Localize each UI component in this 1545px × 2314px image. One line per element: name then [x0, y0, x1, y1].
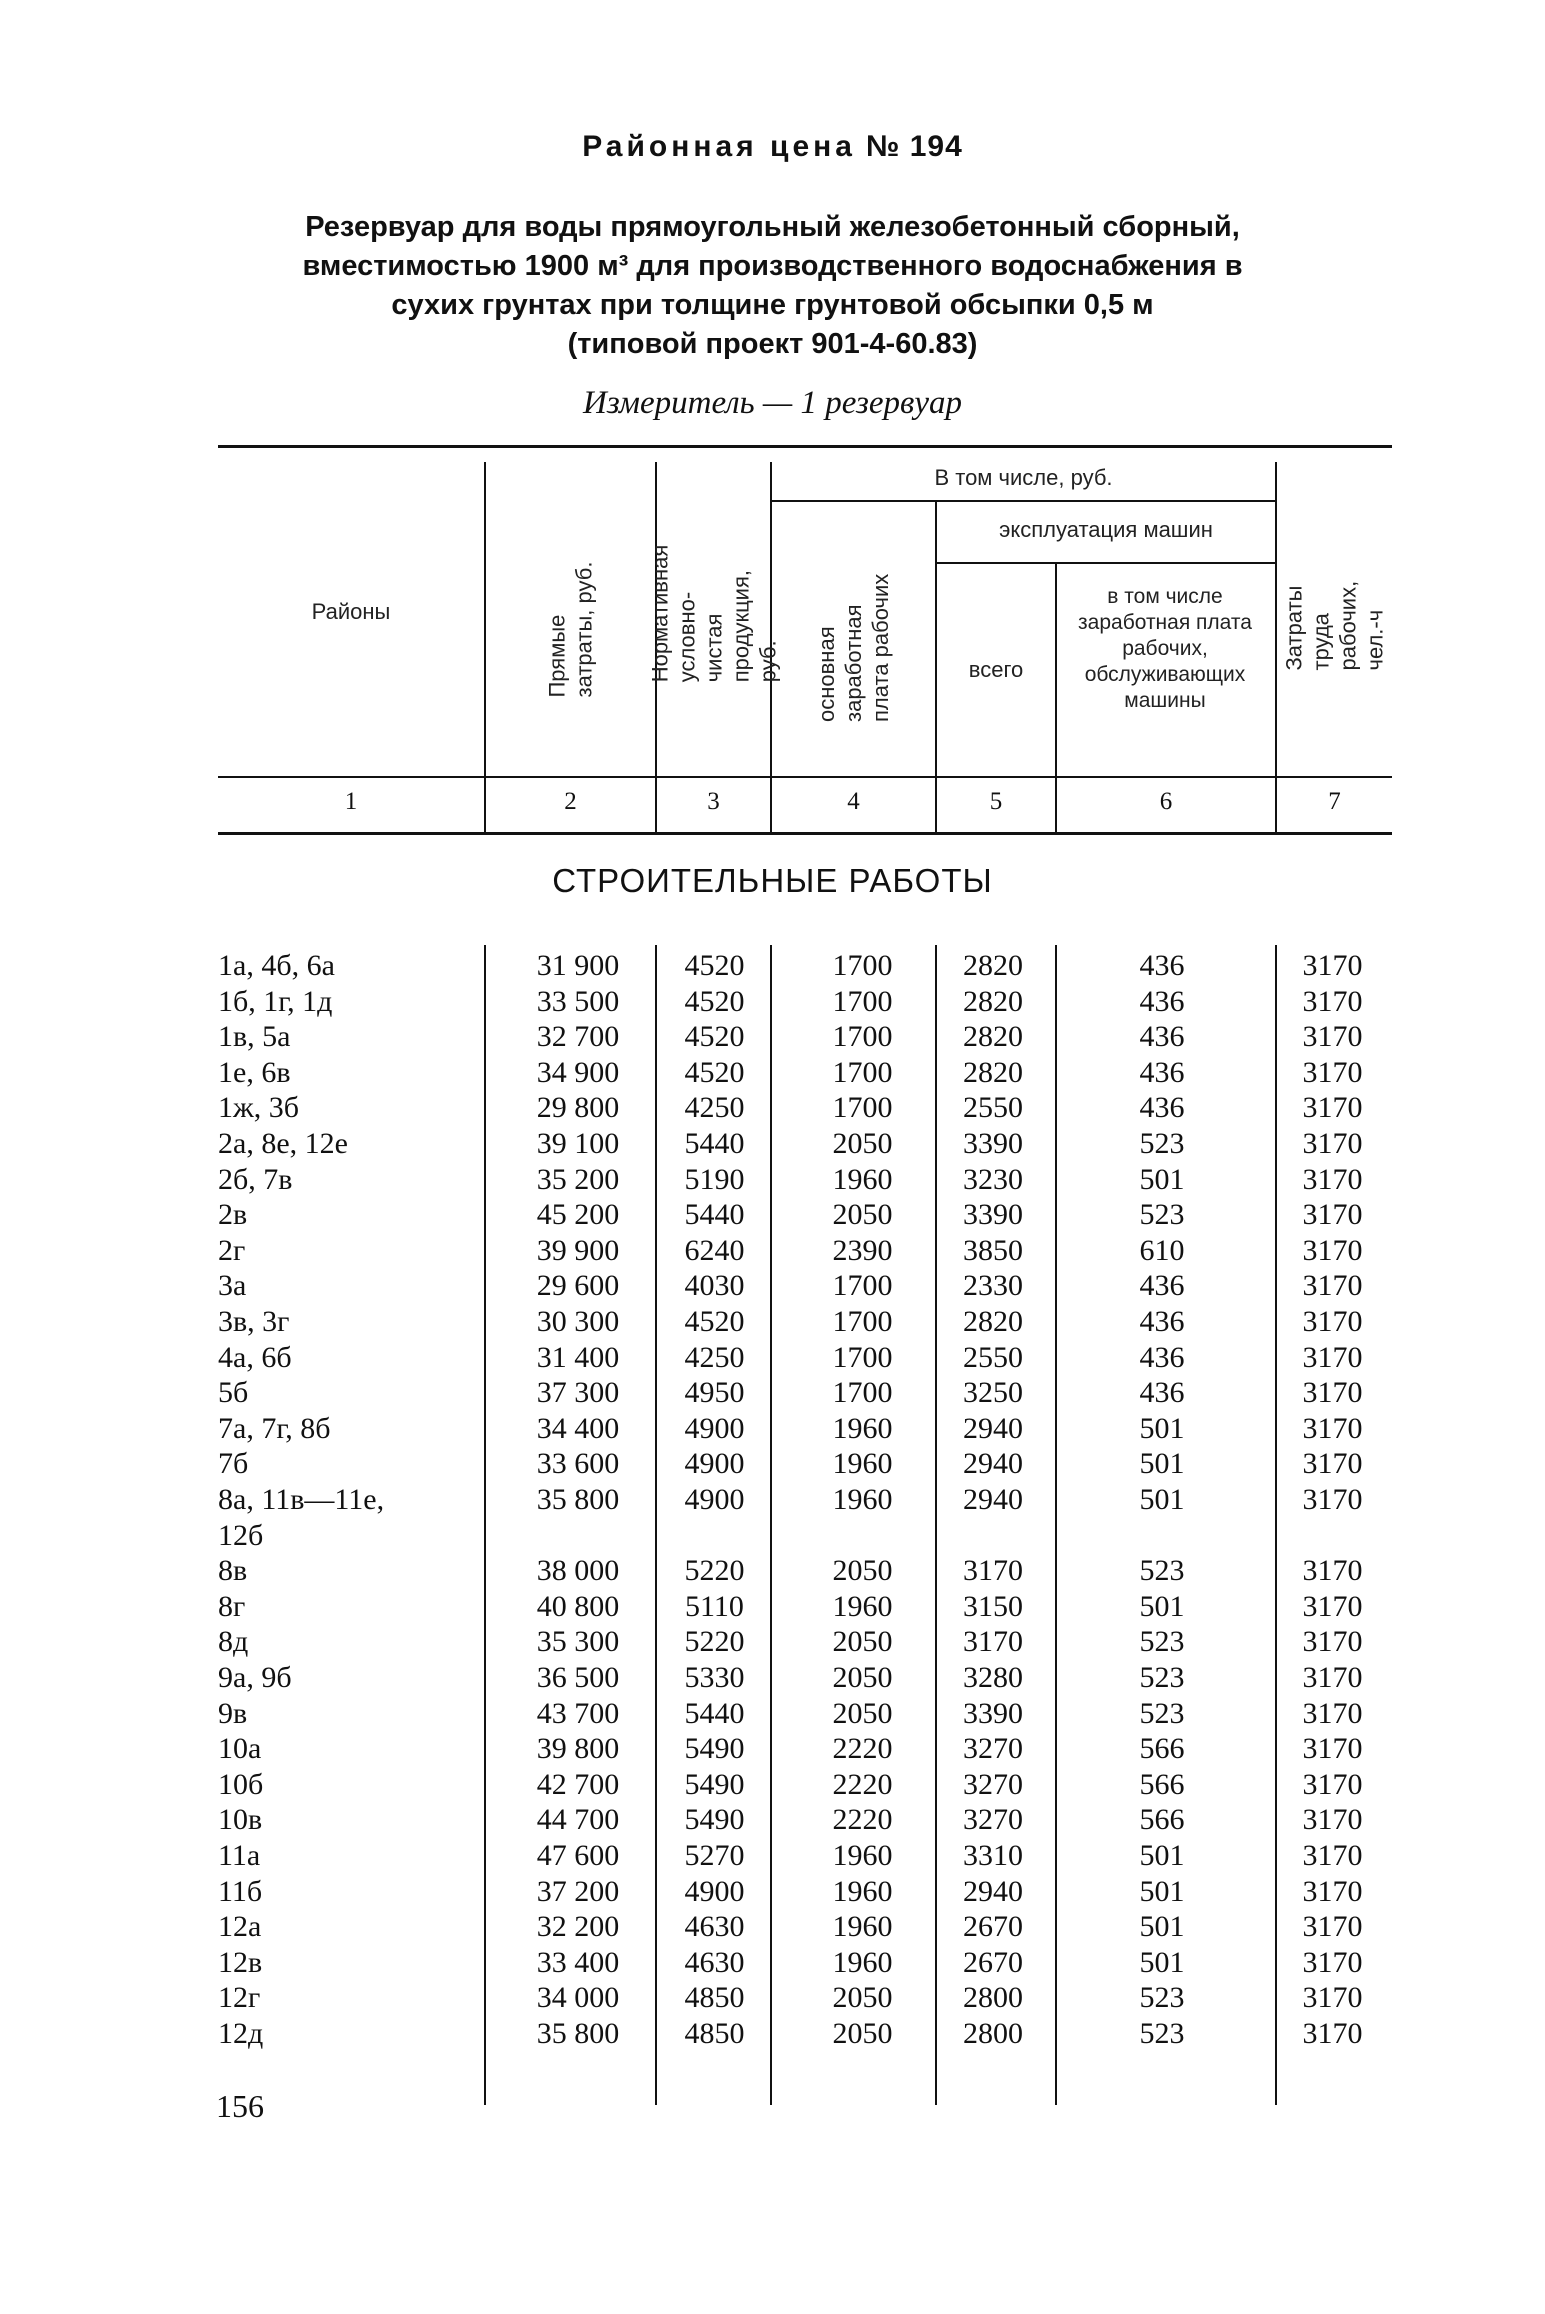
- table-row: [0, 1731, 1545, 1767]
- net-product-cell: 4520: [684, 1020, 745, 1053]
- table-row: [0, 1090, 1545, 1126]
- basic-wages-cell: 2390: [832, 1234, 893, 1267]
- machine-wages-cell: 523: [1139, 1661, 1185, 1694]
- heading-number: № 194: [865, 130, 963, 163]
- direct-costs-cell: 34 400: [536, 1412, 620, 1445]
- direct-costs-cell: 33 400: [536, 1946, 620, 1979]
- direct-costs-cell: 29 800: [536, 1091, 620, 1124]
- machine-wages-cell: 501: [1139, 1447, 1185, 1480]
- region-cell: 8д: [218, 1625, 249, 1658]
- region-cell: 12в: [218, 1946, 263, 1979]
- labor-costs-cell: 3170: [1302, 1803, 1363, 1836]
- header-net-product: [647, 450, 780, 776]
- region-cell: 3а: [218, 1269, 247, 1302]
- table-row: [0, 1268, 1545, 1304]
- table-row: [0, 1340, 1545, 1376]
- machine-wages-cell: 436: [1139, 1376, 1185, 1409]
- net-product-cell: 5490: [684, 1768, 745, 1801]
- basic-wages-cell: 2220: [832, 1732, 893, 1765]
- machine-wages-cell: 566: [1139, 1803, 1185, 1836]
- table-row: [0, 1909, 1545, 1945]
- net-product-cell: 5440: [684, 1127, 745, 1160]
- direct-costs-cell: 35 800: [536, 2017, 620, 2050]
- direct-costs-cell: 45 200: [536, 1198, 620, 1231]
- page-heading: [0, 130, 1545, 164]
- net-product-cell: 5490: [684, 1732, 745, 1765]
- page-number: 156: [216, 2088, 264, 2124]
- table-row: [0, 1411, 1545, 1447]
- net-product-cell: 6240: [684, 1234, 745, 1267]
- direct-costs-cell: 36 500: [536, 1661, 620, 1694]
- basic-wages-cell: 1960: [832, 1839, 893, 1872]
- labor-costs-cell: 3170: [1302, 1198, 1363, 1231]
- basic-wages-cell: 1700: [832, 1091, 893, 1124]
- direct-costs-cell: 35 200: [536, 1163, 620, 1196]
- labor-costs-cell: 3170: [1302, 1483, 1363, 1516]
- net-product-cell: 4900: [684, 1412, 745, 1445]
- net-product-cell: 4900: [684, 1875, 745, 1908]
- table-row: [0, 1838, 1545, 1874]
- machines-total-cell: 3270: [963, 1768, 1023, 1801]
- direct-costs-cell: 31 900: [536, 949, 620, 982]
- region-cell: 2а, 8е, 12е: [218, 1127, 348, 1160]
- machines-total-cell: 3270: [963, 1803, 1023, 1836]
- subtitle-line: сухих грунтах при толщине грунтовой обсыпки 0,5 м: [391, 289, 1154, 321]
- table-row: [0, 1553, 1545, 1589]
- basic-wages-cell: 2050: [832, 1127, 893, 1160]
- net-product-cell: 4900: [684, 1447, 745, 1480]
- direct-costs-cell: 44 700: [536, 1803, 620, 1836]
- header-labor-costs-text: Затраты труда рабочих, чел.-ч: [1281, 580, 1388, 671]
- labor-costs-cell: 3170: [1302, 1946, 1363, 1979]
- region-cell: 1а, 4б, 6а: [218, 949, 335, 982]
- machine-wages-cell: 501: [1139, 1910, 1185, 1943]
- machine-wages-cell: 436: [1139, 949, 1185, 982]
- net-product-cell: 5330: [684, 1661, 745, 1694]
- section-title: СТРОИТЕЛЬНЫЕ РАБОТЫ: [552, 862, 993, 899]
- basic-wages-cell: 1960: [832, 1910, 893, 1943]
- machines-total-cell: 2670: [963, 1946, 1023, 1979]
- basic-wages-cell: 1700: [832, 949, 893, 982]
- basic-wages-cell: 2050: [832, 1554, 893, 1587]
- region-cell: 8а, 11в—11е,: [218, 1483, 385, 1516]
- direct-costs-cell: 42 700: [536, 1768, 620, 1801]
- labor-costs-cell: 3170: [1302, 1305, 1363, 1338]
- machine-wages-cell: 523: [1139, 1127, 1185, 1160]
- header-bottom-rule: [218, 776, 1392, 778]
- machines-total-cell: 3150: [963, 1590, 1023, 1623]
- net-product-cell: 4630: [684, 1910, 745, 1943]
- region-cell: 4а, 6б: [218, 1341, 292, 1374]
- machines-total-cell: 2940: [963, 1483, 1023, 1516]
- machines-total-cell: 2820: [963, 1056, 1023, 1089]
- basic-wages-cell: 1700: [832, 1341, 893, 1374]
- machines-total-cell: 2800: [963, 1981, 1023, 2014]
- table-row: [0, 1624, 1545, 1660]
- region-cell: 10б: [218, 1768, 264, 1801]
- machine-wages-cell: 566: [1139, 1768, 1185, 1801]
- machines-total-cell: 2940: [963, 1875, 1023, 1908]
- header-basic-wages: [772, 504, 935, 776]
- machine-wages-cell: 523: [1139, 1625, 1185, 1658]
- machines-total-cell: 3390: [963, 1127, 1023, 1160]
- direct-costs-cell: 29 600: [536, 1269, 620, 1302]
- machines-total-cell: 2820: [963, 1020, 1023, 1053]
- table-row: [0, 2016, 1545, 2052]
- machine-wages-cell: 523: [1139, 1198, 1185, 1231]
- measure-unit: Измеритель — 1 резервуар: [583, 385, 962, 421]
- machine-wages-cell: 523: [1139, 1554, 1185, 1587]
- region-cell: 2в: [218, 1198, 248, 1231]
- labor-costs-cell: 3170: [1302, 1554, 1363, 1587]
- net-product-cell: 4950: [684, 1376, 745, 1409]
- machines-total-cell: 3390: [963, 1697, 1023, 1730]
- net-product-cell: 4520: [684, 985, 745, 1018]
- machine-wages-cell: 436: [1139, 1269, 1185, 1302]
- net-product-cell: 4900: [684, 1483, 745, 1516]
- machines-total-cell: 3310: [963, 1839, 1023, 1872]
- basic-wages-cell: 2220: [832, 1768, 893, 1801]
- machine-wages-cell: 436: [1139, 985, 1185, 1018]
- region-cell: 10а: [218, 1732, 262, 1765]
- machine-wages-cell: 501: [1139, 1839, 1185, 1872]
- machine-wages-cell: 436: [1139, 1020, 1185, 1053]
- machine-wages-cell: 501: [1139, 1590, 1185, 1623]
- basic-wages-cell: 1960: [832, 1946, 893, 1979]
- table-row: [0, 1304, 1545, 1340]
- net-product-cell: 5440: [684, 1198, 745, 1231]
- machines-total-cell: 2820: [963, 1305, 1023, 1338]
- machines-total-cell: 2820: [963, 949, 1023, 982]
- basic-wages-cell: 1700: [832, 1020, 893, 1053]
- labor-costs-cell: 3170: [1302, 1625, 1363, 1658]
- basic-wages-cell: 1700: [832, 1376, 893, 1409]
- basic-wages-cell: 2220: [832, 1803, 893, 1836]
- net-product-cell: 4250: [684, 1341, 745, 1374]
- header-machines-total: всего: [968, 657, 1024, 682]
- table-row: [0, 1482, 1545, 1518]
- table-row: [0, 1055, 1545, 1091]
- table-row: [0, 948, 1545, 984]
- header-basic-wages-text: основная заработная плата рабочих: [814, 573, 893, 722]
- net-product-cell: 4520: [684, 1056, 745, 1089]
- region-cell: 12а: [218, 1910, 262, 1943]
- labor-costs-cell: 3170: [1302, 1732, 1363, 1765]
- region-cell: 1в, 5а: [218, 1020, 291, 1053]
- region-cell: 8в: [218, 1554, 248, 1587]
- direct-costs-cell: 34 000: [536, 1981, 620, 2014]
- machines-total-cell: 2550: [963, 1091, 1023, 1124]
- region-cell: 3в, 3г: [218, 1305, 290, 1338]
- table-row: [0, 1980, 1545, 2016]
- region-cell: 7а, 7г, 8б: [218, 1412, 331, 1445]
- header-machine-operation: эксплуатация машин: [999, 517, 1213, 542]
- labor-costs-cell: 3170: [1302, 1590, 1363, 1623]
- machines-total-cell: 3850: [963, 1234, 1023, 1267]
- labor-costs-cell: 3170: [1302, 1091, 1363, 1124]
- machine-wages-cell: 436: [1139, 1056, 1185, 1089]
- region-cell: 7б: [218, 1447, 249, 1480]
- machine-wages-cell: 436: [1139, 1305, 1185, 1338]
- direct-costs-cell: 30 300: [536, 1305, 620, 1338]
- basic-wages-cell: 1960: [832, 1875, 893, 1908]
- table-row: [0, 984, 1545, 1020]
- labor-costs-cell: 3170: [1302, 1163, 1363, 1196]
- subtitle-line: Резервуар для воды прямоугольный железобетонный сборный,: [305, 211, 1240, 243]
- direct-costs-cell: 31 400: [536, 1341, 620, 1374]
- direct-costs-cell: 37 200: [536, 1875, 620, 1908]
- machine-wages-cell: 436: [1139, 1341, 1185, 1374]
- machines-total-cell: 3390: [963, 1198, 1023, 1231]
- header-including-group: В том числе, руб.: [934, 465, 1113, 490]
- net-product-cell: 4030: [684, 1269, 745, 1302]
- region-cell: 2б, 7в: [218, 1163, 293, 1196]
- region-cell: 12г: [218, 1981, 261, 2014]
- machines-total-cell: 2800: [963, 2017, 1023, 2050]
- region-cell: 11а: [218, 1839, 261, 1872]
- region-cell: 1е, 6в: [218, 1056, 291, 1089]
- column-number: 4: [847, 788, 860, 815]
- labor-costs-cell: 3170: [1302, 1447, 1363, 1480]
- header-net-product-text: Нормативная условно-чистая продукция, руб.: [647, 544, 780, 682]
- labor-costs-cell: 3170: [1302, 1661, 1363, 1694]
- document-subtitle: [200, 208, 1345, 364]
- table-row: [0, 1233, 1545, 1269]
- region-cell: 8г: [218, 1590, 246, 1623]
- labor-costs-cell: 3170: [1302, 1056, 1363, 1089]
- basic-wages-cell: 1700: [832, 985, 893, 1018]
- labor-costs-cell: 3170: [1302, 1269, 1363, 1302]
- region-cell: 10в: [218, 1803, 263, 1836]
- basic-wages-cell: 2050: [832, 1661, 893, 1694]
- table-row: [0, 1660, 1545, 1696]
- labor-costs-cell: 3170: [1302, 1020, 1363, 1053]
- subtitle-line: (типовой проект 901-4-60.83): [567, 328, 978, 360]
- machines-total-cell: 2670: [963, 1910, 1023, 1943]
- net-product-cell: 4850: [684, 2017, 745, 2050]
- basic-wages-cell: 1700: [832, 1305, 893, 1338]
- table-row: [0, 1874, 1545, 1910]
- machine-wages-cell: 610: [1139, 1234, 1185, 1267]
- net-product-cell: 4520: [684, 1305, 745, 1338]
- direct-costs-cell: 32 200: [536, 1910, 620, 1943]
- table-row: [0, 1197, 1545, 1233]
- machine-wages-cell: 566: [1139, 1732, 1185, 1765]
- header-labor-costs: [1277, 450, 1392, 776]
- labor-costs-cell: 3170: [1302, 1875, 1363, 1908]
- table-row: [0, 1019, 1545, 1055]
- direct-costs-cell: 33 600: [536, 1447, 620, 1480]
- labor-costs-cell: 3170: [1302, 1341, 1363, 1374]
- machine-wages-cell: 501: [1139, 1875, 1185, 1908]
- net-product-cell: 4850: [684, 1981, 745, 2014]
- net-product-cell: 5490: [684, 1803, 745, 1836]
- region-cell: 1б, 1г, 1д: [218, 985, 333, 1018]
- column-numbers-rule: [218, 832, 1392, 835]
- net-product-cell: 4630: [684, 1946, 745, 1979]
- machines-total-cell: 2330: [963, 1269, 1023, 1302]
- table-row: [0, 1802, 1545, 1838]
- machine-wages-cell: 501: [1139, 1483, 1185, 1516]
- region-cell: 1ж, 3б: [218, 1091, 299, 1124]
- basic-wages-cell: 2050: [832, 2017, 893, 2050]
- labor-costs-cell: 3170: [1302, 1768, 1363, 1801]
- table-row: [0, 1767, 1545, 1803]
- basic-wages-cell: 1960: [832, 1590, 893, 1623]
- basic-wages-cell: 2050: [832, 1981, 893, 2014]
- labor-costs-cell: 3170: [1302, 1234, 1363, 1267]
- table-row: [0, 1696, 1545, 1732]
- column-number: 1: [344, 788, 358, 815]
- machines-total-cell: 3250: [963, 1376, 1023, 1409]
- table-row: [0, 1945, 1545, 1981]
- machine-wages-cell: 501: [1139, 1946, 1185, 1979]
- machine-wages-cell: 523: [1139, 1981, 1185, 2014]
- table-row: [0, 1375, 1545, 1411]
- machines-total-cell: 2550: [963, 1341, 1023, 1374]
- machines-total-cell: 3170: [963, 1625, 1023, 1658]
- column-number: 5: [989, 788, 1003, 815]
- basic-wages-cell: 1960: [832, 1412, 893, 1445]
- net-product-cell: 5190: [684, 1163, 745, 1196]
- table-top-rule: [218, 445, 1392, 448]
- region-cell: 12д: [218, 2017, 264, 2050]
- labor-costs-cell: 3170: [1302, 985, 1363, 1018]
- net-product-cell: 5220: [684, 1554, 745, 1587]
- column-number: 3: [707, 788, 720, 815]
- table-row: [0, 1162, 1545, 1198]
- header-direct-costs-text: Прямые затраты, руб.: [544, 561, 597, 698]
- header-direct-costs: [486, 450, 655, 776]
- machines-total-cell: 3230: [963, 1163, 1023, 1196]
- labor-costs-cell: 3170: [1302, 1127, 1363, 1160]
- machine-wages-cell: 436: [1139, 1091, 1185, 1124]
- net-product-cell: 5440: [684, 1697, 745, 1730]
- basic-wages-cell: 2050: [832, 1625, 893, 1658]
- direct-costs-cell: 37 300: [536, 1376, 620, 1409]
- heading-label: Районная цена: [582, 130, 856, 163]
- direct-costs-cell: 39 800: [536, 1732, 620, 1765]
- direct-costs-cell: 38 000: [536, 1554, 620, 1587]
- basic-wages-cell: 1960: [832, 1483, 893, 1516]
- machines-total-cell: 3270: [963, 1732, 1023, 1765]
- direct-costs-cell: 32 700: [536, 1020, 620, 1053]
- direct-costs-cell: 33 500: [536, 985, 620, 1018]
- net-product-cell: 4250: [684, 1091, 745, 1124]
- table-row: [0, 1126, 1545, 1162]
- labor-costs-cell: 3170: [1302, 1697, 1363, 1730]
- net-product-cell: 5220: [684, 1625, 745, 1658]
- basic-wages-cell: 2050: [832, 1697, 893, 1730]
- machines-total-cell: 2940: [963, 1412, 1023, 1445]
- machines-header-rule: [935, 562, 1275, 564]
- region-cell: 11б: [218, 1875, 263, 1908]
- direct-costs-cell: 40 800: [536, 1590, 620, 1623]
- labor-costs-cell: 3170: [1302, 949, 1363, 982]
- direct-costs-cell: 35 800: [536, 1483, 620, 1516]
- basic-wages-cell: 2050: [832, 1198, 893, 1231]
- subtitle-line: вместимостью 1900 м³ для производственного водоснабжения в: [302, 250, 1243, 282]
- header-machine-wages: в том числе заработная плата рабочих, обслуживающих машины: [1078, 585, 1252, 712]
- direct-costs-cell: 43 700: [536, 1697, 620, 1730]
- region-cell: 9а, 9б: [218, 1661, 292, 1694]
- machine-wages-cell: 523: [1139, 1697, 1185, 1730]
- machines-total-cell: 2940: [963, 1447, 1023, 1480]
- machines-total-cell: 3280: [963, 1661, 1023, 1694]
- labor-costs-cell: 3170: [1302, 1910, 1363, 1943]
- labor-costs-cell: 3170: [1302, 1376, 1363, 1409]
- machine-wages-cell: 501: [1139, 1163, 1185, 1196]
- table-row: [0, 1446, 1545, 1482]
- region-cell: 5б: [218, 1376, 249, 1409]
- labor-costs-cell: 3170: [1302, 1839, 1363, 1872]
- column-number: 2: [564, 788, 577, 815]
- net-product-cell: 4520: [684, 949, 745, 982]
- direct-costs-cell: 39 100: [536, 1127, 620, 1160]
- direct-costs-cell: 35 300: [536, 1625, 620, 1658]
- direct-costs-cell: 39 900: [536, 1234, 620, 1267]
- basic-wages-cell: 1960: [832, 1163, 893, 1196]
- region-cell: 12б: [218, 1519, 264, 1552]
- header-regions: Районы: [311, 599, 391, 624]
- machine-wages-cell: 501: [1139, 1412, 1185, 1445]
- table-row: [0, 1589, 1545, 1625]
- labor-costs-cell: 3170: [1302, 1981, 1363, 2014]
- machine-wages-cell: 523: [1139, 2017, 1185, 2050]
- direct-costs-cell: 47 600: [536, 1839, 620, 1872]
- region-cell: 2г: [218, 1234, 246, 1267]
- basic-wages-cell: 1700: [832, 1269, 893, 1302]
- labor-costs-cell: 3170: [1302, 1412, 1363, 1445]
- column-number: 7: [1328, 788, 1341, 815]
- net-product-cell: 5270: [684, 1839, 745, 1872]
- machines-total-cell: 2820: [963, 985, 1023, 1018]
- basic-wages-cell: 1960: [832, 1447, 893, 1480]
- region-cell: 9в: [218, 1697, 248, 1730]
- direct-costs-cell: 34 900: [536, 1056, 620, 1089]
- group-header-rule: [770, 500, 1275, 502]
- net-product-cell: 5110: [685, 1590, 744, 1623]
- table-row: [0, 1518, 1545, 1554]
- basic-wages-cell: 1700: [832, 1056, 893, 1089]
- column-number: 6: [1159, 788, 1173, 815]
- labor-costs-cell: 3170: [1302, 2017, 1363, 2050]
- machines-total-cell: 3170: [963, 1554, 1023, 1587]
